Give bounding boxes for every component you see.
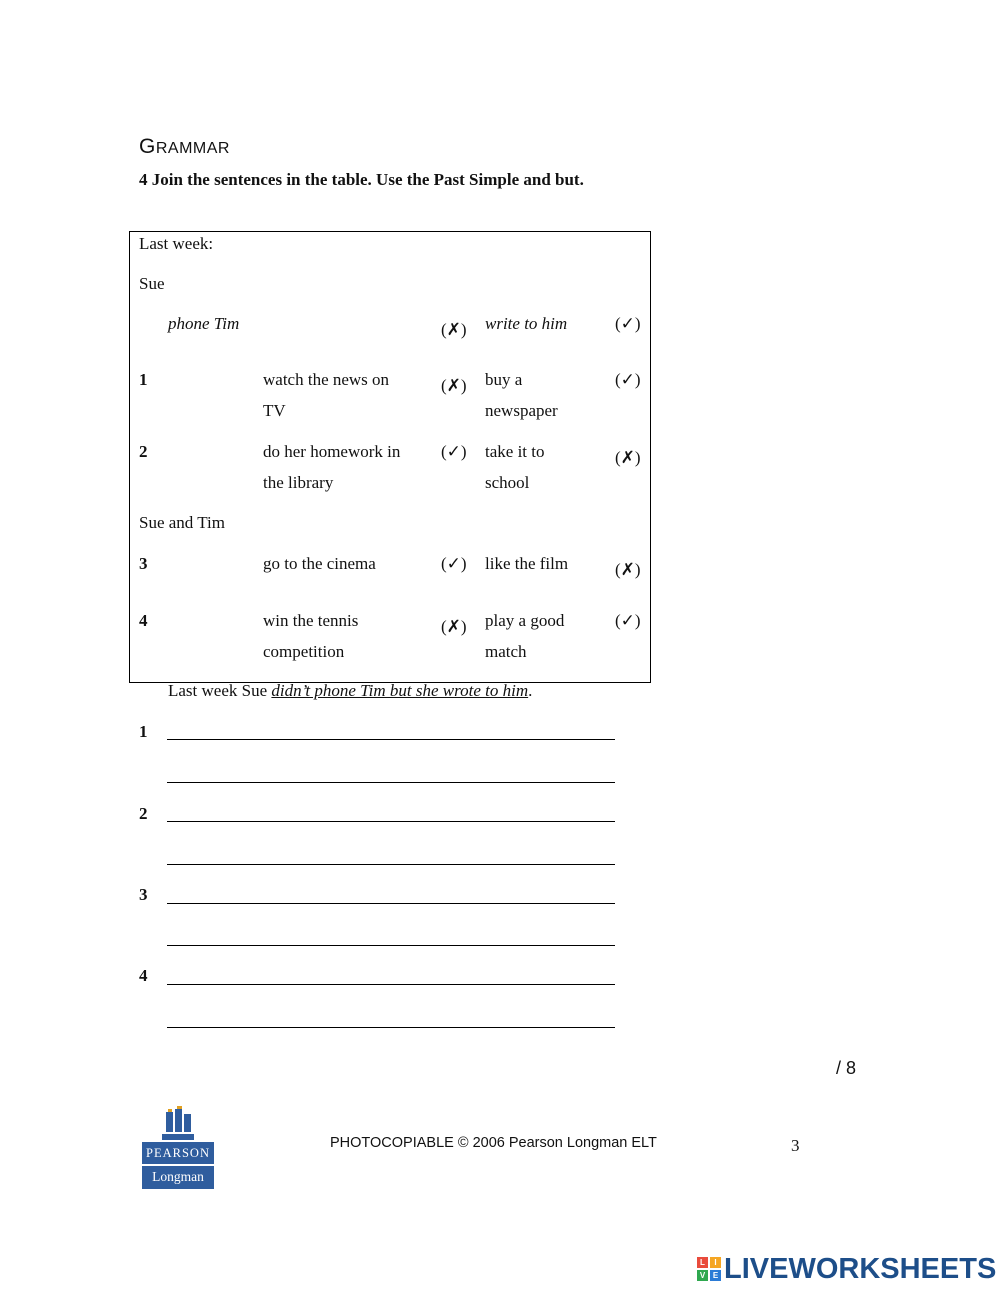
score-total: / 8 — [836, 1058, 857, 1078]
row-number: 3 — [139, 554, 148, 573]
pearson-longman-logo — [142, 1106, 214, 1189]
answer-number: 3 — [139, 885, 148, 904]
ship-icon — [158, 1106, 198, 1142]
cross-mark-icon: (✗) — [441, 376, 467, 395]
example-action-a: phone Tim — [168, 314, 240, 333]
logo-block: I — [710, 1257, 721, 1268]
row-number: 2 — [139, 442, 148, 461]
check-mark-icon: (✓) — [615, 611, 641, 630]
row-action-a-cont: the library — [263, 473, 334, 492]
answer-number: 1 — [139, 722, 148, 741]
logo-block: V — [697, 1270, 708, 1281]
answer-line[interactable] — [167, 888, 615, 904]
example-suffix: . — [528, 681, 533, 700]
prompt-table — [129, 231, 651, 683]
answer-line[interactable] — [167, 806, 615, 822]
liveworksheets-logo — [697, 1252, 996, 1286]
row-action-a: win the tennis — [263, 611, 359, 630]
table-intro: Last week: — [139, 234, 214, 253]
cross-mark-icon: (✗) — [441, 617, 467, 636]
row-action-b: play a good — [485, 611, 565, 630]
row-action-a: do her homework in — [263, 442, 401, 461]
logo-line-2: Longman — [142, 1166, 214, 1189]
row-action-a: watch the news on — [263, 370, 390, 389]
row-action-b: like the film — [485, 554, 569, 573]
row-action-a-cont: competition — [263, 642, 345, 661]
exercise-instruction: 4 Join the sentences in the table. Use the Past Simple and but. — [139, 170, 584, 189]
row-action-a-cont: TV — [263, 401, 286, 420]
check-mark-icon: (✓) — [615, 314, 641, 333]
answer-number: 2 — [139, 804, 148, 823]
answer-line[interactable] — [167, 930, 615, 946]
cross-mark-icon: (✗) — [615, 560, 641, 579]
check-mark-icon: (✓) — [615, 370, 641, 389]
row-action-a: go to the cinema — [263, 554, 376, 573]
answer-line[interactable] — [167, 1012, 615, 1028]
check-mark-icon: (✓) — [441, 554, 467, 573]
cross-mark-icon: (✗) — [441, 320, 467, 339]
footer-copyright: PHOTOCOPIABLE © 2006 Pearson Longman ELT — [330, 1135, 657, 1151]
row-action-b-cont: school — [485, 473, 530, 492]
liveworksheets-wordmark: LIVEWORKSHEETS — [724, 1252, 997, 1285]
row-action-b: buy a — [485, 370, 523, 389]
answer-line[interactable] — [167, 724, 615, 740]
page-number: 3 — [791, 1136, 800, 1155]
example-prefix: Last week Sue — [168, 681, 272, 700]
row-action-b-cont: newspaper — [485, 401, 558, 420]
example-sentence — [168, 681, 532, 701]
logo-line-1: PEARSON — [142, 1142, 214, 1164]
group-label-sue: Sue — [139, 274, 165, 293]
example-action-b: write to him — [485, 314, 568, 333]
section-heading: GRAMMAR — [139, 135, 230, 158]
cross-mark-icon: (✗) — [615, 448, 641, 467]
answer-line[interactable] — [167, 969, 615, 985]
logo-block: E — [710, 1270, 721, 1281]
answer-line[interactable] — [167, 849, 615, 865]
row-action-b-cont: match — [485, 642, 527, 661]
row-action-b: take it to — [485, 442, 545, 461]
group-label-sue-and-tim: Sue and Tim — [139, 513, 225, 532]
liveworksheets-blocks-icon — [697, 1257, 721, 1281]
example-answer: didn’t phone Tim but she wrote to him — [271, 681, 529, 700]
row-number: 1 — [139, 370, 148, 389]
row-number: 4 — [139, 611, 148, 630]
answer-number: 4 — [139, 966, 148, 985]
logo-block: L — [697, 1257, 708, 1268]
answer-line[interactable] — [167, 767, 615, 783]
check-mark-icon: (✓) — [441, 442, 467, 461]
